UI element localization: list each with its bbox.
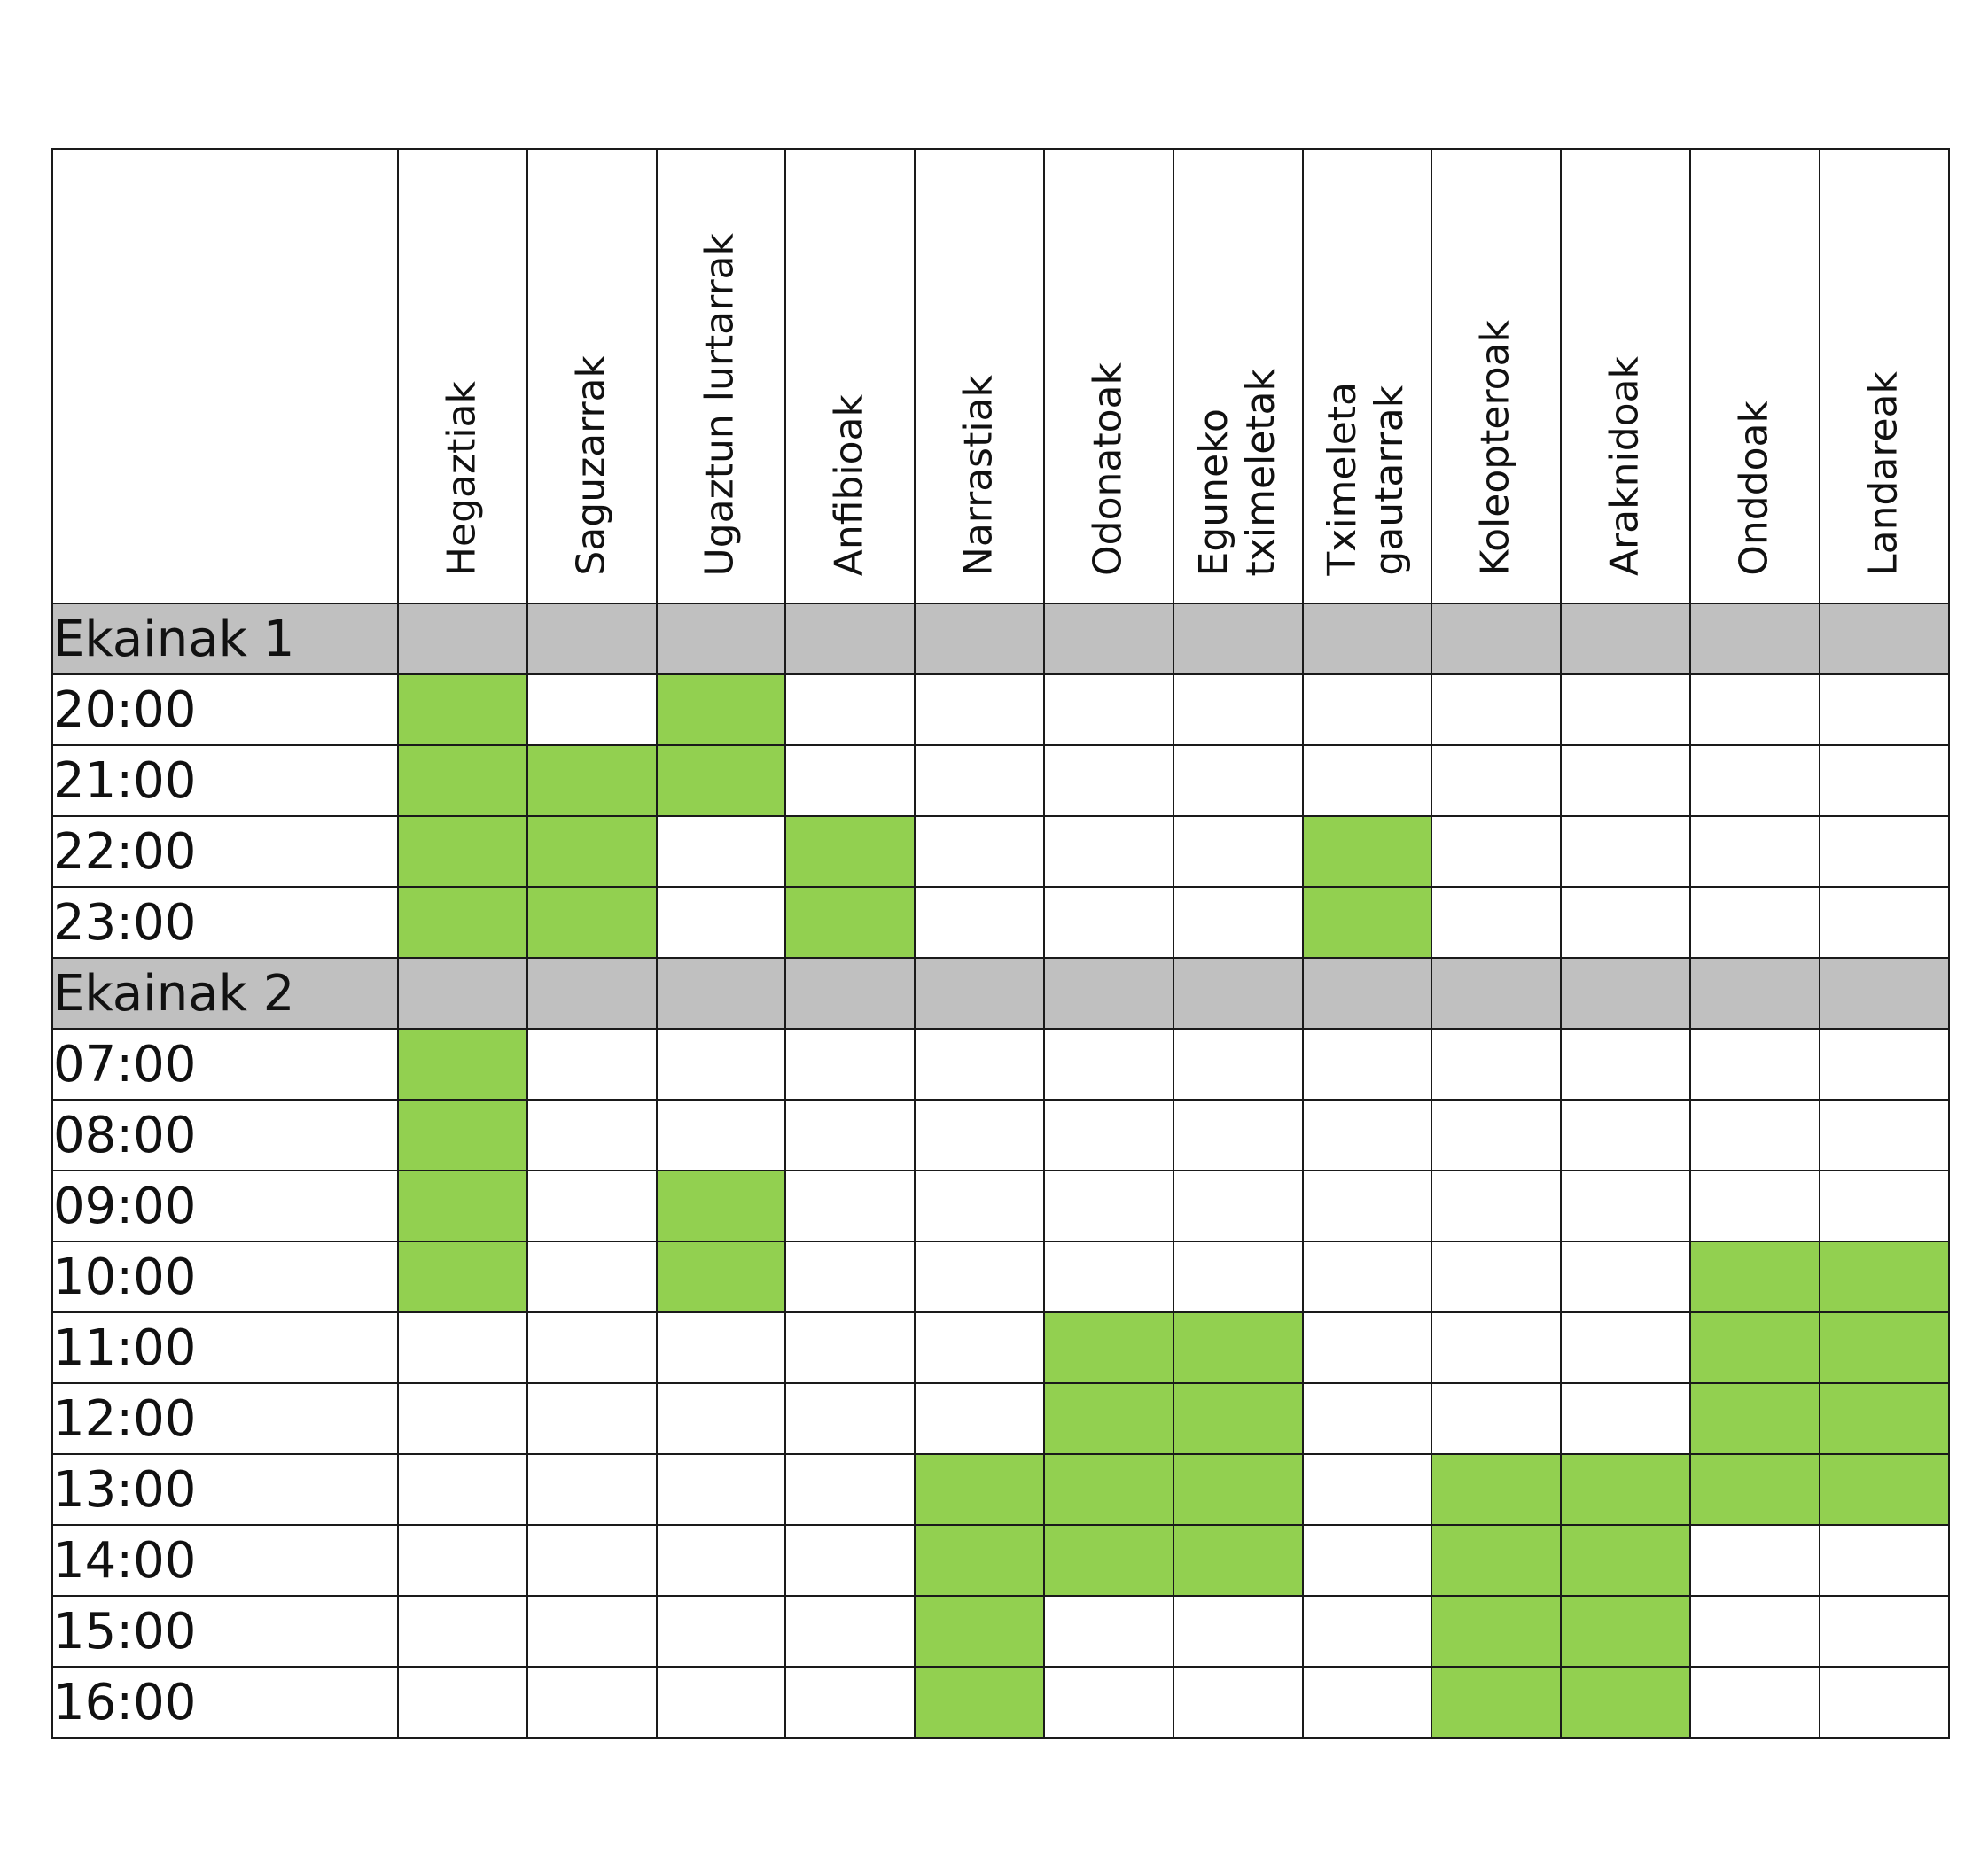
activity-cell-empty — [1431, 674, 1561, 745]
activity-cell-active — [398, 1171, 527, 1241]
activity-cell-empty — [1690, 1029, 1820, 1100]
activity-cell-active — [1431, 1454, 1561, 1525]
activity-cell-empty — [1561, 1029, 1690, 1100]
time-label: 16:00 — [52, 1667, 398, 1738]
category-header-cell — [1303, 149, 1432, 603]
activity-cell-empty — [1044, 1171, 1173, 1241]
activity-cell-empty — [527, 1383, 657, 1454]
activity-cell-empty — [398, 1596, 527, 1667]
category-header-cell — [1690, 149, 1820, 603]
activity-cell-empty — [915, 1171, 1044, 1241]
date-row-cell — [1561, 958, 1690, 1029]
activity-cell-active — [1690, 1241, 1820, 1312]
category-label: Koleopteroak — [1472, 320, 1518, 576]
date-row-cell — [1431, 958, 1561, 1029]
activity-cell-empty — [1303, 1171, 1432, 1241]
activity-cell-active — [915, 1454, 1044, 1525]
category-header-cell — [527, 149, 657, 603]
activity-cell-empty — [1561, 1171, 1690, 1241]
activity-cell-active — [1303, 816, 1432, 887]
activity-cell-empty — [785, 1100, 915, 1171]
date-row-cell — [527, 603, 657, 674]
activity-cell-active — [1431, 1525, 1561, 1596]
category-label: Ugaztun lurtarrak — [698, 232, 744, 576]
activity-cell-empty — [1820, 745, 1949, 816]
activity-cell-empty — [1044, 1029, 1173, 1100]
activity-cell-empty — [1690, 1525, 1820, 1596]
date-row-cell — [785, 958, 915, 1029]
activity-cell-active — [398, 1100, 527, 1171]
activity-cell-empty — [1173, 1596, 1303, 1667]
activity-cell-active — [1044, 1383, 1173, 1454]
date-row-cell — [1820, 958, 1949, 1029]
time-row — [52, 1596, 1949, 1667]
time-row — [52, 1383, 1949, 1454]
activity-cell-empty — [1561, 887, 1690, 958]
activity-cell-active — [1820, 1241, 1949, 1312]
activity-cell-empty — [1690, 674, 1820, 745]
activity-cell-active — [657, 674, 786, 745]
category-header-cell — [1431, 149, 1561, 603]
activity-cell-empty — [398, 1525, 527, 1596]
activity-cell-empty — [915, 674, 1044, 745]
date-group-row — [52, 958, 1949, 1029]
category-header-row — [52, 149, 1949, 603]
activity-cell-empty — [398, 1312, 527, 1383]
category-label: Araknidoak — [1602, 355, 1648, 576]
activity-cell-empty — [527, 1596, 657, 1667]
activity-cell-empty — [785, 1312, 915, 1383]
activity-cell-empty — [915, 1100, 1044, 1171]
activity-cell-empty — [1561, 1312, 1690, 1383]
time-label: 20:00 — [52, 674, 398, 745]
activity-cell-empty — [1690, 1667, 1820, 1738]
activity-cell-empty — [1820, 1100, 1949, 1171]
category-header-cell — [657, 149, 786, 603]
activity-cell-active — [1431, 1667, 1561, 1738]
activity-cell-active — [657, 1241, 786, 1312]
activity-cell-active — [398, 816, 527, 887]
date-row-cell — [915, 603, 1044, 674]
activity-cell-empty — [1431, 887, 1561, 958]
activity-cell-active — [1561, 1454, 1690, 1525]
activity-cell-active — [1044, 1454, 1173, 1525]
time-label: 10:00 — [52, 1241, 398, 1312]
activity-cell-empty — [1303, 1312, 1432, 1383]
activity-cell-empty — [785, 674, 915, 745]
activity-cell-empty — [657, 1454, 786, 1525]
activity-cell-empty — [1690, 887, 1820, 958]
activity-cell-empty — [1431, 1312, 1561, 1383]
time-row — [52, 887, 1949, 958]
activity-cell-empty — [1044, 1667, 1173, 1738]
category-header-cell — [1044, 149, 1173, 603]
activity-cell-empty — [1044, 1596, 1173, 1667]
activity-cell-empty — [527, 674, 657, 745]
activity-cell-active — [527, 745, 657, 816]
activity-cell-empty — [1303, 1100, 1432, 1171]
time-row — [52, 816, 1949, 887]
activity-cell-active — [398, 1029, 527, 1100]
activity-cell-empty — [1431, 1171, 1561, 1241]
activity-cell-empty — [1690, 1171, 1820, 1241]
activity-cell-empty — [1820, 1667, 1949, 1738]
activity-cell-empty — [527, 1241, 657, 1312]
category-label: Narrastiak — [955, 374, 1002, 576]
date-row-cell — [785, 603, 915, 674]
time-row — [52, 1312, 1949, 1383]
activity-cell-active — [1820, 1383, 1949, 1454]
activity-cell-empty — [527, 1312, 657, 1383]
activity-cell-empty — [1431, 1241, 1561, 1312]
activity-cell-empty — [1431, 1100, 1561, 1171]
time-label: 23:00 — [52, 887, 398, 958]
activity-cell-active — [527, 887, 657, 958]
activity-cell-empty — [527, 1667, 657, 1738]
date-row-cell — [1303, 603, 1432, 674]
category-label: Onddoak — [1731, 401, 1777, 576]
activity-cell-empty — [1044, 1100, 1173, 1171]
activity-cell-empty — [1044, 887, 1173, 958]
header-corner-cell — [52, 149, 398, 603]
category-label: Anfibioak — [826, 393, 872, 576]
activity-cell-active — [915, 1525, 1044, 1596]
activity-cell-empty — [527, 1525, 657, 1596]
category-label: Landareak — [1860, 371, 1906, 576]
activity-cell-empty — [527, 1171, 657, 1241]
activity-cell-empty — [1303, 745, 1432, 816]
date-row-cell — [1561, 603, 1690, 674]
activity-cell-empty — [1690, 1100, 1820, 1171]
activity-cell-empty — [785, 1029, 915, 1100]
activity-cell-empty — [1561, 745, 1690, 816]
activity-cell-empty — [1303, 1029, 1432, 1100]
category-header-cell — [1820, 149, 1949, 603]
activity-cell-empty — [1690, 1596, 1820, 1667]
activity-cell-active — [398, 887, 527, 958]
schedule-body — [52, 603, 1949, 1738]
time-label: 13:00 — [52, 1454, 398, 1525]
activity-cell-empty — [785, 1171, 915, 1241]
activity-cell-empty — [785, 1383, 915, 1454]
date-row-cell — [1820, 603, 1949, 674]
activity-cell-empty — [915, 887, 1044, 958]
activity-cell-empty — [915, 1312, 1044, 1383]
activity-cell-active — [1173, 1312, 1303, 1383]
activity-cell-empty — [785, 1525, 915, 1596]
activity-cell-empty — [1561, 1100, 1690, 1171]
time-label: 09:00 — [52, 1171, 398, 1241]
activity-schedule-table — [51, 148, 1950, 1739]
activity-cell-empty — [1044, 1241, 1173, 1312]
activity-cell-empty — [1173, 1171, 1303, 1241]
activity-cell-empty — [398, 1383, 527, 1454]
activity-cell-empty — [657, 1383, 786, 1454]
activity-cell-active — [1820, 1454, 1949, 1525]
activity-cell-empty — [1303, 1667, 1432, 1738]
time-label: 15:00 — [52, 1596, 398, 1667]
date-label: Ekainak 1 — [52, 603, 398, 674]
time-row — [52, 1525, 1949, 1596]
activity-cell-empty — [657, 1100, 786, 1171]
time-row — [52, 1667, 1949, 1738]
activity-cell-empty — [1431, 816, 1561, 887]
activity-cell-active — [1173, 1383, 1303, 1454]
activity-cell-empty — [785, 1241, 915, 1312]
activity-cell-empty — [1431, 745, 1561, 816]
category-label: Odonatoak — [1085, 362, 1131, 576]
time-label: 22:00 — [52, 816, 398, 887]
activity-cell-empty — [1303, 1525, 1432, 1596]
activity-cell-empty — [1431, 1029, 1561, 1100]
activity-cell-empty — [398, 1454, 527, 1525]
activity-cell-empty — [527, 1029, 657, 1100]
category-label: Saguzarrak — [568, 355, 614, 576]
category-label: Tximeleta gautarrak — [1320, 382, 1413, 576]
activity-cell-active — [915, 1667, 1044, 1738]
category-label: Hegaztiak — [439, 380, 485, 576]
date-row-cell — [527, 958, 657, 1029]
activity-cell-active — [657, 745, 786, 816]
activity-cell-active — [1044, 1525, 1173, 1596]
activity-cell-active — [1690, 1383, 1820, 1454]
category-label: Eguneko tximeletak — [1190, 368, 1283, 576]
activity-cell-empty — [657, 1667, 786, 1738]
activity-cell-empty — [1303, 1383, 1432, 1454]
date-row-cell — [915, 958, 1044, 1029]
activity-cell-empty — [1173, 816, 1303, 887]
category-header-cell — [1173, 149, 1303, 603]
activity-cell-empty — [1561, 1383, 1690, 1454]
activity-cell-active — [915, 1596, 1044, 1667]
activity-cell-empty — [1820, 1525, 1949, 1596]
activity-cell-empty — [1431, 1383, 1561, 1454]
category-header-cell — [398, 149, 527, 603]
time-row — [52, 745, 1949, 816]
date-row-cell — [398, 958, 527, 1029]
activity-cell-empty — [1561, 1241, 1690, 1312]
date-row-cell — [398, 603, 527, 674]
activity-cell-empty — [1820, 816, 1949, 887]
activity-cell-active — [398, 745, 527, 816]
activity-cell-active — [1173, 1525, 1303, 1596]
activity-cell-empty — [657, 816, 786, 887]
activity-cell-empty — [657, 887, 786, 958]
activity-cell-active — [398, 674, 527, 745]
activity-cell-empty — [527, 1100, 657, 1171]
activity-cell-empty — [1303, 1241, 1432, 1312]
activity-cell-empty — [785, 1454, 915, 1525]
activity-cell-empty — [1820, 1596, 1949, 1667]
activity-cell-active — [1820, 1312, 1949, 1383]
activity-cell-empty — [657, 1029, 786, 1100]
activity-cell-empty — [1690, 745, 1820, 816]
date-row-cell — [1173, 958, 1303, 1029]
activity-cell-active — [1303, 887, 1432, 958]
time-row — [52, 1171, 1949, 1241]
activity-cell-empty — [527, 1454, 657, 1525]
activity-cell-empty — [915, 1029, 1044, 1100]
activity-cell-active — [1561, 1667, 1690, 1738]
activity-cell-active — [527, 816, 657, 887]
time-row — [52, 1241, 1949, 1312]
activity-cell-empty — [915, 1383, 1044, 1454]
activity-cell-active — [657, 1171, 786, 1241]
time-label: 07:00 — [52, 1029, 398, 1100]
activity-cell-active — [1561, 1596, 1690, 1667]
activity-cell-empty — [1044, 816, 1173, 887]
time-label: 11:00 — [52, 1312, 398, 1383]
time-label: 21:00 — [52, 745, 398, 816]
activity-cell-empty — [657, 1312, 786, 1383]
activity-cell-active — [1173, 1454, 1303, 1525]
activity-cell-empty — [398, 1667, 527, 1738]
activity-cell-empty — [1173, 1100, 1303, 1171]
activity-cell-empty — [1561, 816, 1690, 887]
date-row-cell — [1690, 958, 1820, 1029]
activity-cell-empty — [1820, 887, 1949, 958]
activity-cell-empty — [1303, 1596, 1432, 1667]
activity-cell-empty — [1690, 816, 1820, 887]
activity-cell-empty — [1820, 674, 1949, 745]
date-row-cell — [1044, 603, 1173, 674]
activity-cell-active — [1431, 1596, 1561, 1667]
category-header-cell — [785, 149, 915, 603]
activity-cell-empty — [1173, 745, 1303, 816]
activity-cell-empty — [657, 1596, 786, 1667]
date-row-cell — [1690, 603, 1820, 674]
activity-cell-empty — [1303, 674, 1432, 745]
time-row — [52, 1100, 1949, 1171]
category-header-cell — [1561, 149, 1690, 603]
date-row-cell — [657, 958, 786, 1029]
activity-cell-active — [1690, 1454, 1820, 1525]
date-row-cell — [1431, 603, 1561, 674]
activity-cell-empty — [915, 745, 1044, 816]
activity-cell-empty — [1173, 1667, 1303, 1738]
activity-cell-empty — [1044, 674, 1173, 745]
time-row — [52, 674, 1949, 745]
activity-cell-empty — [1820, 1171, 1949, 1241]
activity-cell-empty — [785, 1667, 915, 1738]
time-label: 12:00 — [52, 1383, 398, 1454]
time-label: 14:00 — [52, 1525, 398, 1596]
time-row — [52, 1454, 1949, 1525]
time-label: 08:00 — [52, 1100, 398, 1171]
activity-cell-empty — [915, 1241, 1044, 1312]
date-row-cell — [657, 603, 786, 674]
activity-cell-active — [1690, 1312, 1820, 1383]
activity-cell-empty — [1173, 1029, 1303, 1100]
activity-cell-empty — [1173, 887, 1303, 958]
activity-cell-active — [1561, 1525, 1690, 1596]
activity-cell-empty — [785, 745, 915, 816]
activity-cell-active — [1044, 1312, 1173, 1383]
activity-cell-active — [785, 816, 915, 887]
activity-cell-active — [398, 1241, 527, 1312]
activity-cell-empty — [1173, 674, 1303, 745]
date-row-cell — [1303, 958, 1432, 1029]
activity-cell-empty — [1303, 1454, 1432, 1525]
activity-cell-empty — [1173, 1241, 1303, 1312]
activity-cell-active — [785, 887, 915, 958]
date-row-cell — [1044, 958, 1173, 1029]
activity-cell-empty — [1044, 745, 1173, 816]
activity-cell-empty — [915, 816, 1044, 887]
activity-cell-empty — [657, 1525, 786, 1596]
activity-cell-empty — [1561, 674, 1690, 745]
activity-cell-empty — [785, 1596, 915, 1667]
category-header-cell — [915, 149, 1044, 603]
time-row — [52, 1029, 1949, 1100]
date-group-row — [52, 603, 1949, 674]
activity-cell-empty — [1820, 1029, 1949, 1100]
date-label: Ekainak 2 — [52, 958, 398, 1029]
date-row-cell — [1173, 603, 1303, 674]
